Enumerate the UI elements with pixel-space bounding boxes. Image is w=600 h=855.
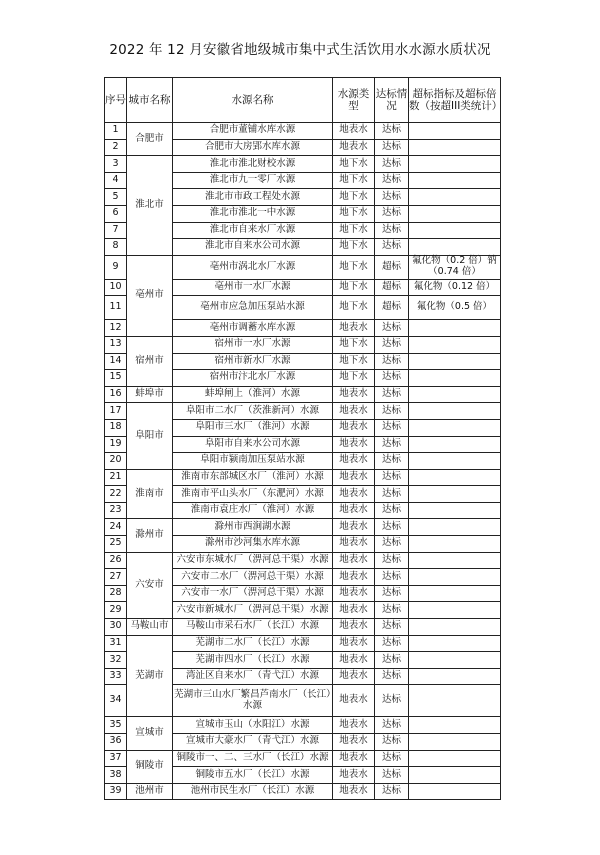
water-source-type: 地下水 — [333, 255, 375, 279]
row-index: 33 — [105, 668, 127, 685]
compliance-status: 达标 — [375, 635, 409, 652]
compliance-status: 达标 — [375, 502, 409, 519]
exceed-indicator-note — [409, 419, 501, 436]
compliance-status: 达标 — [375, 652, 409, 669]
water-source-name: 阜阳市二水厂（茨淮新河）水源 — [173, 403, 333, 420]
water-source-name: 芜湖市三山水厂繁昌芦南水厂（长江）水源 — [173, 685, 333, 717]
water-source-type: 地表水 — [333, 734, 375, 751]
table-row — [105, 386, 501, 403]
row-index: 20 — [105, 453, 127, 470]
row-index: 12 — [105, 320, 127, 337]
row-index: 15 — [105, 370, 127, 387]
compliance-status: 达标 — [375, 189, 409, 206]
row-index: 21 — [105, 469, 127, 486]
table-row — [105, 552, 501, 569]
water-source-type: 地表水 — [333, 139, 375, 156]
exceed-indicator-note — [409, 172, 501, 189]
city-name: 合肥市 — [127, 123, 173, 156]
exceed-indicator-note — [409, 767, 501, 784]
city-name: 马鞍山市 — [127, 619, 173, 636]
water-source-type: 地表水 — [333, 123, 375, 140]
water-source-name: 池州市民生水厂（长江）水源 — [173, 783, 333, 800]
water-source-type: 地表水 — [333, 386, 375, 403]
exceed-indicator-note — [409, 552, 501, 569]
row-index: 27 — [105, 569, 127, 586]
water-source-type: 地表水 — [333, 602, 375, 619]
water-source-type: 地表水 — [333, 767, 375, 784]
header-status: 达标情况 — [375, 78, 409, 123]
city-name: 阜阳市 — [127, 403, 173, 469]
water-source-name: 铜陵市五水厂（长江）水源 — [173, 767, 333, 784]
water-source-name: 宿州市汴北水厂水源 — [173, 370, 333, 387]
exceed-indicator-note — [409, 536, 501, 553]
water-source-name: 合肥市董铺水库水源 — [173, 123, 333, 140]
city-name: 蚌埠市 — [127, 386, 173, 403]
water-source-name: 亳州市一水厂水源 — [173, 279, 333, 296]
water-source-type: 地下水 — [333, 353, 375, 370]
water-source-name: 铜陵市一、二、三水厂（长江）水源 — [173, 750, 333, 767]
water-source-type: 地下水 — [333, 222, 375, 239]
compliance-status: 达标 — [375, 353, 409, 370]
row-index: 31 — [105, 635, 127, 652]
exceed-indicator-note — [409, 469, 501, 486]
exceed-indicator-note — [409, 386, 501, 403]
compliance-status: 达标 — [375, 519, 409, 536]
row-index: 36 — [105, 734, 127, 751]
table-row — [105, 336, 501, 353]
exceed-indicator-note — [409, 668, 501, 685]
exceed-indicator-note: 氟化物（0.5 倍） — [409, 296, 501, 320]
compliance-status: 达标 — [375, 750, 409, 767]
exceed-indicator-note — [409, 569, 501, 586]
water-source-type: 地表水 — [333, 668, 375, 685]
water-source-type: 地下水 — [333, 205, 375, 222]
compliance-status: 达标 — [375, 685, 409, 717]
exceed-indicator-note — [409, 205, 501, 222]
water-source-type: 地表水 — [333, 519, 375, 536]
water-source-type: 地表水 — [333, 436, 375, 453]
water-source-type: 地表水 — [333, 717, 375, 734]
table-row — [105, 619, 501, 636]
compliance-status: 达标 — [375, 734, 409, 751]
exceed-indicator-note — [409, 486, 501, 503]
water-source-name: 六安市一水厂（淠河总干渠）水源 — [173, 585, 333, 602]
city-name: 宿州市 — [127, 336, 173, 386]
exceed-indicator-note — [409, 370, 501, 387]
row-index: 30 — [105, 619, 127, 636]
exceed-indicator-note — [409, 750, 501, 767]
water-source-name: 淮南市东部城区水厂（淮河）水源 — [173, 469, 333, 486]
row-index: 11 — [105, 296, 127, 320]
row-index: 10 — [105, 279, 127, 296]
water-source-name: 亳州市应急加压泵站水源 — [173, 296, 333, 320]
city-name: 淮北市 — [127, 156, 173, 256]
water-quality-table — [104, 77, 501, 800]
header-type: 水源类型 — [333, 78, 375, 123]
water-source-name: 合肥市大房郢水库水源 — [173, 139, 333, 156]
city-name: 芜湖市 — [127, 635, 173, 717]
city-name: 滁州市 — [127, 519, 173, 552]
exceed-indicator-note — [409, 189, 501, 206]
water-source-type: 地表水 — [333, 635, 375, 652]
exceed-indicator-note — [409, 783, 501, 800]
compliance-status: 达标 — [375, 370, 409, 387]
compliance-status: 达标 — [375, 783, 409, 800]
table-row — [105, 403, 501, 420]
water-source-type: 地表水 — [333, 552, 375, 569]
exceed-indicator-note — [409, 336, 501, 353]
city-name: 铜陵市 — [127, 750, 173, 783]
water-source-type: 地下水 — [333, 279, 375, 296]
water-source-type: 地表水 — [333, 569, 375, 586]
exceed-indicator-note — [409, 353, 501, 370]
row-index: 14 — [105, 353, 127, 370]
water-source-name: 宿州市一水厂水源 — [173, 336, 333, 353]
row-index: 25 — [105, 536, 127, 553]
city-name: 亳州市 — [127, 255, 173, 336]
compliance-status: 达标 — [375, 436, 409, 453]
water-source-name: 亳州市涡北水厂水源 — [173, 255, 333, 279]
exceed-indicator-note — [409, 717, 501, 734]
row-index: 17 — [105, 403, 127, 420]
water-source-name: 阜阳市三水厂（淮河）水源 — [173, 419, 333, 436]
compliance-status: 达标 — [375, 585, 409, 602]
row-index: 4 — [105, 172, 127, 189]
compliance-status: 达标 — [375, 403, 409, 420]
compliance-status: 达标 — [375, 139, 409, 156]
water-source-type: 地下水 — [333, 370, 375, 387]
header-row — [105, 78, 501, 123]
table-row — [105, 783, 501, 800]
water-source-type: 地表水 — [333, 536, 375, 553]
row-index: 16 — [105, 386, 127, 403]
exceed-indicator-note — [409, 519, 501, 536]
water-source-type: 地下水 — [333, 189, 375, 206]
row-index: 35 — [105, 717, 127, 734]
compliance-status: 达标 — [375, 569, 409, 586]
compliance-status: 达标 — [375, 222, 409, 239]
water-source-name: 淮北市市政工程处水源 — [173, 189, 333, 206]
compliance-status: 达标 — [375, 336, 409, 353]
row-index: 5 — [105, 189, 127, 206]
water-source-type: 地表水 — [333, 502, 375, 519]
row-index: 13 — [105, 336, 127, 353]
water-source-type: 地下水 — [333, 239, 375, 256]
row-index: 29 — [105, 602, 127, 619]
water-source-type: 地表水 — [333, 750, 375, 767]
row-index: 34 — [105, 685, 127, 717]
row-index: 3 — [105, 156, 127, 173]
water-source-name: 蚌埠闸上（淮河）水源 — [173, 386, 333, 403]
exceed-indicator-note — [409, 222, 501, 239]
water-source-name: 湾沚区自来水厂（青弋江）水源 — [173, 668, 333, 685]
row-index: 28 — [105, 585, 127, 602]
water-source-name: 阜阳市自来水公司水源 — [173, 436, 333, 453]
compliance-status: 达标 — [375, 205, 409, 222]
water-source-name: 淮南市袁庄水厂（淮河）水源 — [173, 502, 333, 519]
compliance-status: 达标 — [375, 172, 409, 189]
exceed-indicator-note — [409, 156, 501, 173]
water-source-name: 滁州市沙河集水库水源 — [173, 536, 333, 553]
table-row — [105, 635, 501, 652]
water-source-name: 六安市新城水厂（淠河总干渠）水源 — [173, 602, 333, 619]
water-source-type: 地表水 — [333, 585, 375, 602]
header-index: 序号 — [105, 78, 127, 123]
table-row — [105, 519, 501, 536]
water-source-name: 亳州市调蓄水库水源 — [173, 320, 333, 337]
row-index: 37 — [105, 750, 127, 767]
row-index: 32 — [105, 652, 127, 669]
water-source-name: 宣城市玉山（水阳江）水源 — [173, 717, 333, 734]
water-source-type: 地下水 — [333, 156, 375, 173]
row-index: 39 — [105, 783, 127, 800]
water-source-name: 淮北市自来水厂水源 — [173, 222, 333, 239]
row-index: 19 — [105, 436, 127, 453]
water-source-name: 芜湖市四水厂（长江）水源 — [173, 652, 333, 669]
compliance-status: 达标 — [375, 123, 409, 140]
exceed-indicator-note — [409, 453, 501, 470]
row-index: 23 — [105, 502, 127, 519]
compliance-status: 达标 — [375, 239, 409, 256]
exceed-indicator-note — [409, 734, 501, 751]
water-source-type: 地表水 — [333, 486, 375, 503]
city-name: 宣城市 — [127, 717, 173, 750]
header-city: 城市名称 — [127, 78, 173, 123]
city-name: 六安市 — [127, 552, 173, 618]
water-source-name: 淮北市自来水公司水源 — [173, 239, 333, 256]
row-index: 1 — [105, 123, 127, 140]
exceed-indicator-note: 氟化物（0.12 倍） — [409, 279, 501, 296]
exceed-indicator-note — [409, 652, 501, 669]
water-source-type: 地表水 — [333, 619, 375, 636]
row-index: 7 — [105, 222, 127, 239]
water-source-type: 地表水 — [333, 469, 375, 486]
compliance-status: 达标 — [375, 552, 409, 569]
water-source-name: 淮北市淮北财校水源 — [173, 156, 333, 173]
water-source-type: 地表水 — [333, 403, 375, 420]
row-index: 18 — [105, 419, 127, 436]
water-source-name: 阜阳市颍南加压泵站水源 — [173, 453, 333, 470]
table-row — [105, 255, 501, 279]
table-row — [105, 469, 501, 486]
water-source-type: 地表水 — [333, 685, 375, 717]
exceed-indicator-note — [409, 239, 501, 256]
water-source-type: 地表水 — [333, 320, 375, 337]
compliance-status: 达标 — [375, 536, 409, 553]
water-source-name: 淮北市淮北一中水源 — [173, 205, 333, 222]
water-source-name: 宣城市大豪水厂（青弋江）水源 — [173, 734, 333, 751]
compliance-status: 达标 — [375, 419, 409, 436]
exceed-indicator-note — [409, 139, 501, 156]
compliance-status: 达标 — [375, 320, 409, 337]
compliance-status: 达标 — [375, 453, 409, 470]
exceed-indicator-note: 氟化物（0.2 倍）钠（0.74 倍） — [409, 255, 501, 279]
table-row — [105, 717, 501, 734]
compliance-status: 达标 — [375, 717, 409, 734]
water-source-type: 地下水 — [333, 296, 375, 320]
exceed-indicator-note — [409, 685, 501, 717]
water-source-name: 淮北市九一零厂水源 — [173, 172, 333, 189]
water-source-type: 地表水 — [333, 652, 375, 669]
compliance-status: 达标 — [375, 469, 409, 486]
row-index: 24 — [105, 519, 127, 536]
exceed-indicator-note — [409, 403, 501, 420]
compliance-status: 达标 — [375, 668, 409, 685]
compliance-status: 达标 — [375, 602, 409, 619]
water-source-name: 滁州市西涧湖水源 — [173, 519, 333, 536]
compliance-status: 达标 — [375, 767, 409, 784]
row-index: 22 — [105, 486, 127, 503]
table-row — [105, 750, 501, 767]
row-index: 9 — [105, 255, 127, 279]
table-row — [105, 123, 501, 140]
water-source-type: 地表水 — [333, 453, 375, 470]
water-source-name: 六安市二水厂（淠河总干渠）水源 — [173, 569, 333, 586]
water-source-name: 六安市东城水厂（淠河总干渠）水源 — [173, 552, 333, 569]
compliance-status: 超标 — [375, 279, 409, 296]
row-index: 6 — [105, 205, 127, 222]
header-exceed-note: 超标指标及超标倍数（按超III类统计） — [409, 78, 501, 123]
city-name: 池州市 — [127, 783, 173, 800]
water-source-type: 地下水 — [333, 172, 375, 189]
compliance-status: 达标 — [375, 156, 409, 173]
exceed-indicator-note — [409, 320, 501, 337]
water-source-name: 淮南市平山头水厂（东淝河）水源 — [173, 486, 333, 503]
compliance-status: 达标 — [375, 386, 409, 403]
row-index: 38 — [105, 767, 127, 784]
water-source-name: 马鞍山市采石水厂（长江）水源 — [173, 619, 333, 636]
table-body — [105, 123, 501, 800]
exceed-indicator-note — [409, 585, 501, 602]
header-source: 水源名称 — [173, 78, 333, 123]
exceed-indicator-note — [409, 123, 501, 140]
compliance-status: 超标 — [375, 296, 409, 320]
compliance-status: 达标 — [375, 486, 409, 503]
exceed-indicator-note — [409, 602, 501, 619]
exceed-indicator-note — [409, 619, 501, 636]
city-name: 淮南市 — [127, 469, 173, 519]
table-row — [105, 156, 501, 173]
row-index: 2 — [105, 139, 127, 156]
compliance-status: 超标 — [375, 255, 409, 279]
water-source-name: 宿州市新水厂水源 — [173, 353, 333, 370]
water-source-type: 地下水 — [333, 336, 375, 353]
water-source-type: 地表水 — [333, 419, 375, 436]
exceed-indicator-note — [409, 502, 501, 519]
water-source-name: 芜湖市二水厂（长江）水源 — [173, 635, 333, 652]
row-index: 8 — [105, 239, 127, 256]
compliance-status: 达标 — [375, 619, 409, 636]
water-source-type: 地表水 — [333, 783, 375, 800]
exceed-indicator-note — [409, 436, 501, 453]
exceed-indicator-note — [409, 635, 501, 652]
page-title: 2022 年 12 月安徽省地级城市集中式生活饮用水水源水质状况 — [109, 42, 491, 58]
row-index: 26 — [105, 552, 127, 569]
